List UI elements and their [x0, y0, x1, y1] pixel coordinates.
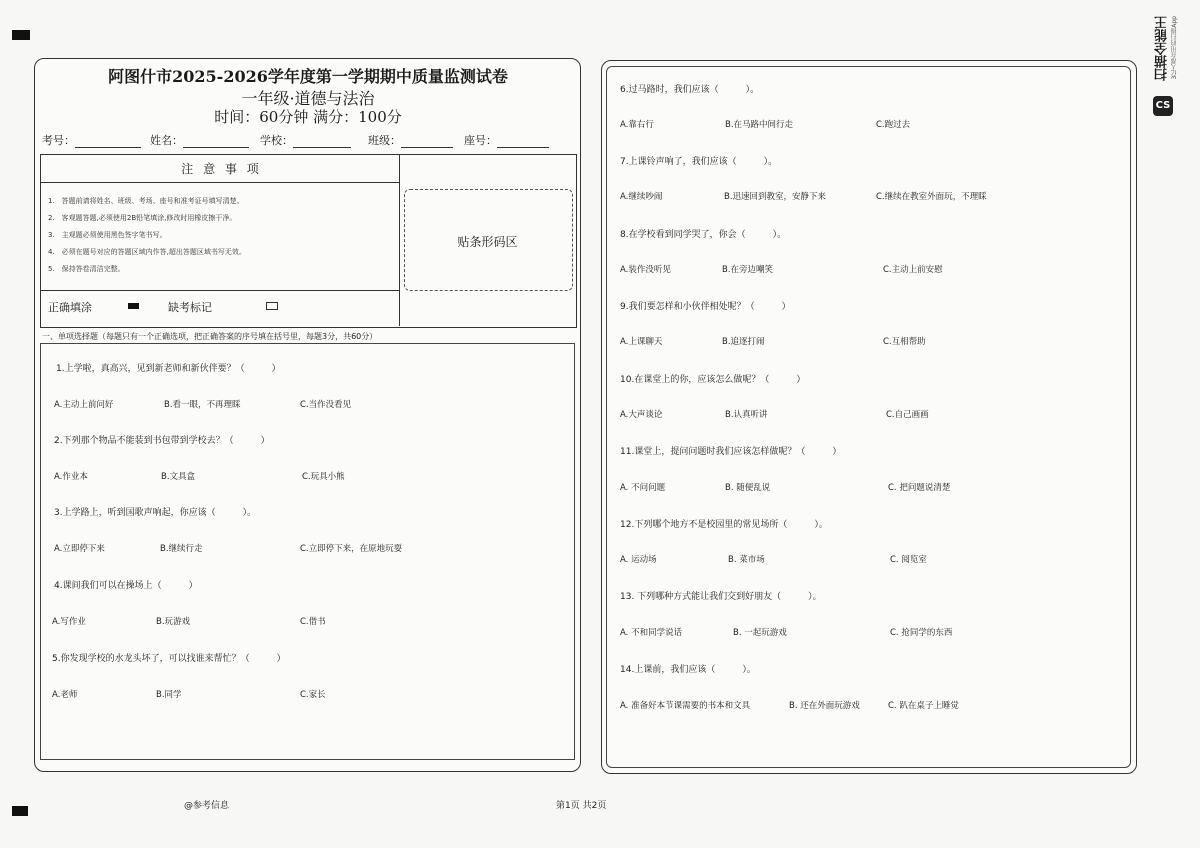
option-c: C.家长: [300, 690, 326, 700]
option-b: B. 随便乱说: [725, 483, 771, 493]
option-c: C. 抢同学的东西: [890, 628, 953, 638]
exam-subject: 一年级·道德与法治: [241, 89, 375, 108]
scanner-watermark: [1153, 16, 1177, 116]
page-number: 第1页 共2页: [556, 801, 607, 811]
option-a: A. 不和同学说话: [620, 628, 683, 638]
question-4: 4.课间我们可以在操场上（ ）: [54, 581, 198, 591]
option-a: A.大声谈论: [620, 410, 663, 420]
footer-source: @参考信息: [184, 801, 230, 811]
option-b: B.同学: [156, 690, 182, 700]
notice-title: 注 意 事 项: [181, 162, 262, 176]
notice-item: 1. 答题前请将姓名、班级、考场、座号和准考证号填写清楚。: [48, 197, 244, 205]
option-a: A. 运动场: [620, 555, 657, 565]
question-12: 12.下列哪个地方不是校园里的常见场所（ ）。: [620, 520, 828, 530]
question-5: 5.你发现学校的水龙头坏了，可以找谁来帮忙？（ ）: [52, 654, 286, 664]
info-field-class[interactable]: 班级：: [368, 132, 453, 148]
notice-item: 3. 主观题必须使用黑色签字笔书写。: [48, 231, 167, 239]
option-c: C.跑过去: [876, 120, 911, 130]
option-b: B.在旁边嘲笑: [722, 265, 774, 275]
section-title: 一、单项选择题（每题只有一个正确选项，把正确答案的序号填在括号里，每题3分，共60分）: [42, 332, 378, 341]
info-field-name[interactable]: 姓名：: [150, 132, 249, 148]
option-c: C.主动上前安慰: [883, 265, 943, 275]
question-14: 14.上课前，我们应该（ ）。: [620, 665, 756, 675]
notice-item: 4. 必须在题号对应的答题区域内作答,超出答题区域书写无效。: [48, 248, 246, 256]
question-1: 1.上学啦，真高兴，见到新老师和新伙伴要？（ ）: [56, 364, 281, 374]
option-b: B. 一起玩游戏: [733, 628, 787, 638]
absent-mark-label: 缺考标记: [168, 301, 212, 314]
fill-example-label: 正确填涂: [48, 301, 92, 314]
registration-mark: [12, 30, 30, 40]
question-10: 10.在课堂上的你，应该怎么做呢？（ ）: [620, 375, 806, 385]
registration-mark: [12, 806, 28, 816]
notice-item: 5. 保持答卷清洁完整。: [48, 265, 125, 273]
option-b: B. 菜市场: [728, 555, 765, 565]
option-b: B. 还在外面玩游戏: [789, 701, 860, 711]
option-c: C.互相帮助: [883, 337, 926, 347]
option-c: C.继续在教室外面玩，不理睬: [876, 192, 987, 202]
scanner-tagline: 3亿人都在用的扫描App: [1171, 16, 1178, 80]
option-b: B.玩游戏: [156, 617, 191, 627]
option-b: B.继续行走: [160, 544, 203, 554]
option-b: B.在马路中间行走: [725, 120, 794, 130]
info-field-seat[interactable]: 座号：: [464, 132, 549, 148]
info-field-school[interactable]: 学校：: [260, 132, 351, 148]
option-a: A.主动上前问好: [54, 400, 114, 410]
option-c: C. 趴在桌子上睡觉: [888, 701, 959, 711]
option-b: B.迅速回到教室，安静下来: [724, 192, 827, 202]
question-9: 9.我们要怎样和小伙伴相处呢？（ ）: [620, 302, 791, 312]
exam-time-score: 时间：60分钟 满分：100分: [214, 108, 402, 126]
option-c: C.立即停下来，在原地玩耍: [300, 544, 403, 554]
question-3: 3.上学路上，听到国歌声响起，你应该（ ）。: [54, 508, 257, 518]
notice-item: 2. 客观题答题,必须使用2B铅笔填涂,修改时用橡皮擦干净。: [48, 214, 237, 222]
absent-mark-box[interactable]: [266, 302, 278, 310]
option-c: C.自己画画: [886, 410, 929, 420]
option-a: A.老师: [52, 690, 78, 700]
barcode-label: 贴条形码区: [457, 235, 518, 249]
option-b: B.文具盒: [161, 472, 196, 482]
option-a: A. 不问问题: [620, 483, 666, 493]
info-field-exam-number[interactable]: 考号：: [42, 132, 141, 148]
option-b: B.追逐打闹: [722, 337, 765, 347]
scanner-logo-icon: CS: [1153, 96, 1173, 116]
option-a: A.装作没听见: [620, 265, 671, 275]
option-a: A. 准备好本节课需要的书本和文具: [620, 701, 751, 711]
option-c: C. 把问题说清楚: [888, 483, 951, 493]
question-7: 7.上课铃声响了，我们应该（ ）。: [620, 157, 778, 167]
option-a: A.上课聊天: [620, 337, 663, 347]
option-c: C.借书: [300, 617, 326, 627]
question-8: 8.在学校看到同学哭了，你会（ ）。: [620, 230, 787, 240]
option-c: C. 阅览室: [890, 555, 927, 565]
option-c: C.玩具小熊: [302, 472, 345, 482]
option-a: A.继续吵闹: [620, 192, 663, 202]
fill-example-mark: [128, 303, 139, 309]
question-11: 11.课堂上，提问问题时我们应该怎样做呢？（ ）: [620, 447, 842, 457]
scanner-brand: 扫描全能王: [1155, 16, 1170, 81]
question-2: 2.下列那个物品不能装到书包带到学校去？（ ）: [54, 436, 270, 446]
option-a: A.作业本: [54, 472, 88, 482]
option-a: A.写作业: [52, 617, 86, 627]
question-6: 6.过马路时，我们应该（ ）。: [620, 85, 760, 95]
exam-title: 阿图什市2025-2026学年度第一学期期中质量监测试卷: [108, 67, 508, 86]
option-b: B.看一眼，不再理睬: [164, 400, 241, 410]
option-a: A.靠右行: [620, 120, 654, 130]
question-13: 13. 下列哪种方式能让我们交到好朋友（ ）。: [620, 592, 822, 602]
option-a: A.立即停下来: [54, 544, 105, 554]
option-b: B.认真听讲: [725, 410, 768, 420]
option-c: C.当作没看见: [300, 400, 352, 410]
